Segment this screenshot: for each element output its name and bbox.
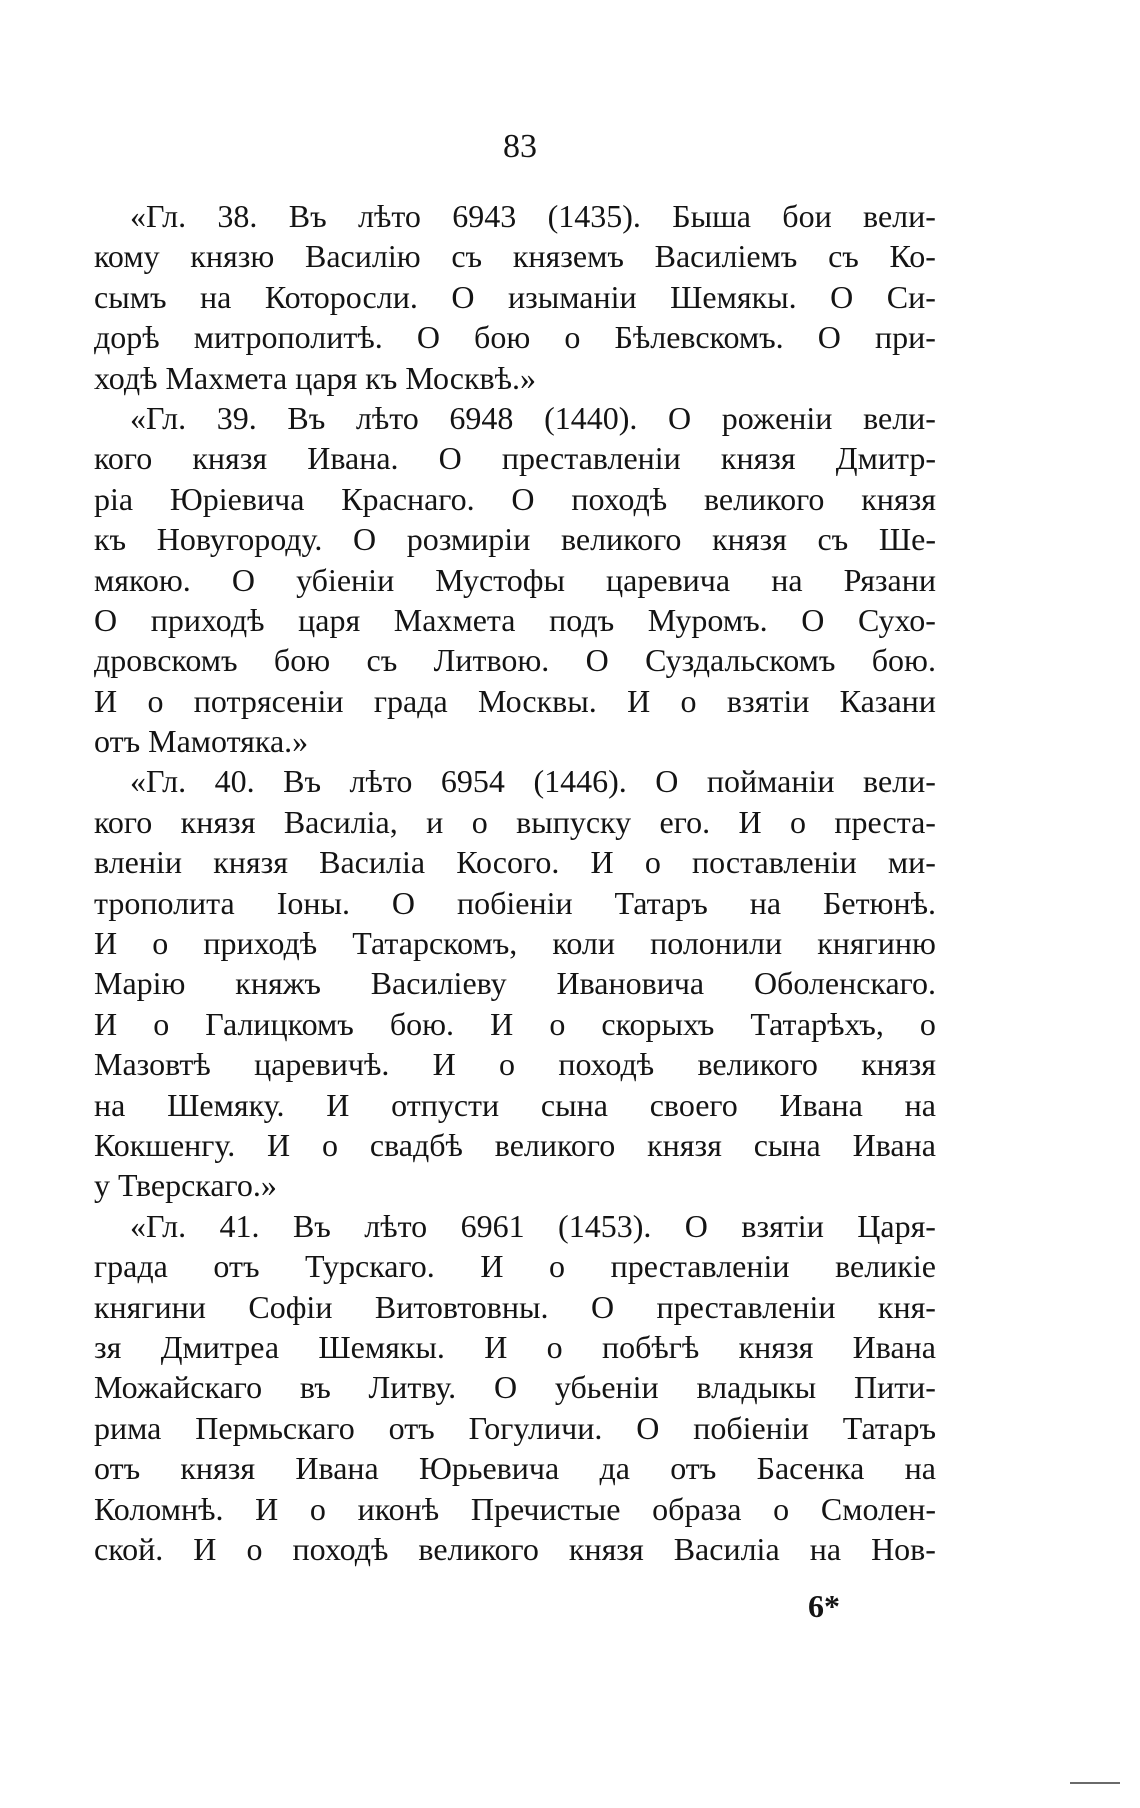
chapter-list — [94, 196, 936, 1569]
text-line: у Тверскаго.» — [94, 1167, 277, 1204]
text-line: кого князя Василіа, и о выпуску его. И о преста- — [94, 803, 936, 840]
text-line: отъ князя Ивана Юрьевича да отъ Басенка на — [94, 1450, 936, 1487]
text-line: рима Пермьскаго отъ Гогуличи. О побіеніи Татаръ — [94, 1409, 936, 1446]
text-line: ходѣ Махмета царя къ Москвѣ.» — [94, 359, 537, 396]
text-line: «Гл. 41. Въ лѣто 6961 (1453). О взятіи Царя- — [130, 1207, 936, 1244]
text-line: «Гл. 39. Въ лѣто 6948 (1440). О рожeніи вели- — [130, 399, 936, 436]
text-line: отъ Мамотяка.» — [94, 723, 309, 760]
text-line: И о Галицкомъ бою. И о скорыхъ Татарѣхъ, о — [94, 1005, 936, 1042]
printer-signature-mark: 6* — [808, 1588, 840, 1624]
text-line: И о приходѣ Татарскомъ, коли полонили княгиню — [94, 925, 936, 962]
text-line: Можайскаго въ Литву. О убьеніи владыкы Пити- — [94, 1369, 936, 1406]
text-line: мякою. О убіеніи Мустофы царевича на Рязани — [94, 561, 936, 598]
text-line: «Гл. 40. Въ лѣто 6954 (1446). О пойманіи вели- — [130, 763, 936, 800]
text-line: «Гл. 38. Въ лѣто 6943 (1435). Быша бои вели- — [130, 198, 936, 234]
text-line: О приходѣ царя Махмета подъ Муромъ. О Сухо- — [94, 601, 936, 638]
text-line: княгини Софіи Витовтовны. О преставленіи кня- — [94, 1288, 936, 1325]
text-line: Коломнѣ. И о иконѣ Пречистые образа о Смолен- — [94, 1490, 936, 1527]
margin-rule — [1070, 1782, 1120, 1784]
text-line: дорѣ митрополитѣ. О бою о Бѣлевскомъ. О при- — [94, 319, 936, 356]
text-line: къ Новугороду. О розмиріи великого князя съ Ше- — [94, 521, 936, 558]
text-line: ріа Юріевича Краснаго. О походѣ великого князя — [94, 480, 936, 517]
text-line: кому князю Василію съ княземъ Василіемъ съ Ко- — [94, 238, 936, 275]
text-line: зя Дмитреа Шемякы. И о побѣгѣ князя Ивана — [94, 1328, 936, 1365]
text-line: дровскомъ бою съ Литвою. О Суздальскомъ бою. — [94, 642, 936, 679]
text-line: трополита Іоны. О побіеніи Татаръ на Бетюнѣ. — [94, 884, 936, 921]
text-line: града отъ Турскаго. И о преставленіи великіе — [94, 1248, 936, 1285]
text-line: И о потрясеніи града Москвы. И о взятіи Казани — [94, 682, 936, 719]
text-line: Мазовтѣ царевичѣ. И о походѣ великого князя — [94, 1046, 936, 1083]
text-line: Кокшенгу. И о свадбѣ великого князя сына Ивана — [94, 1126, 936, 1163]
text-line: сымъ на Которосли. О изыманіи Шемякы. О Си- — [94, 278, 936, 315]
text-line: вленіи князя Василіа Косого. И о поставленіи ми- — [94, 844, 936, 881]
text-line: ской. И о походѣ великого князя Василіа на Нов- — [94, 1530, 936, 1567]
text-line: Марію княжъ Василіеву Ивановича Оболенскаго. — [94, 965, 936, 1002]
text-line: на Шемяку. И отпусти сына своего Ивана на — [94, 1086, 936, 1123]
text-line: кого князя Ивана. О преставленіи князя Дмитр- — [94, 440, 936, 477]
page-number: 83 — [503, 128, 537, 165]
